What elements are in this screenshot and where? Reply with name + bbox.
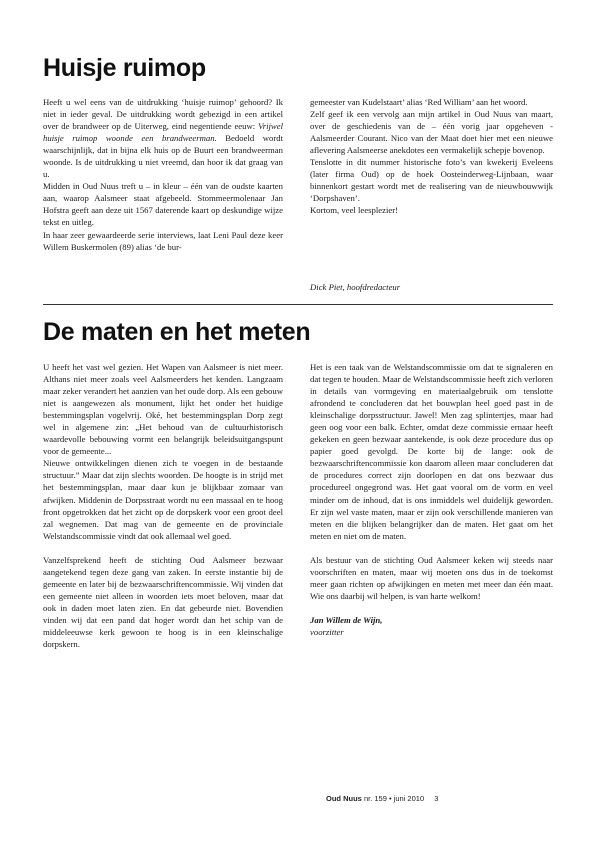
article2-signature-role: voorzitter — [310, 626, 344, 637]
footer-magazine-name: Oud Nuus — [326, 794, 362, 803]
paragraph-spacer — [43, 542, 283, 554]
paragraph-spacer — [310, 542, 553, 554]
article1-left-column — [43, 96, 283, 253]
page-footer — [326, 794, 438, 803]
article2-paragraph: Als bestuur van de stichting Oud Aalsmeer keken wij steeds naar voorschriften en maten, maar wij moeten ons dus in de toekomst meer gaan richten op afwijkingen en meten met meer dan één maat. Wie ons daarbij wil helpen, is van harte welkom! — [310, 554, 553, 601]
paragraph-spacer — [310, 602, 553, 614]
article1-quote: Vrijwel huisje ruimop woonde een brandweerman. — [43, 121, 283, 144]
article1-paragraph: gemeester van Kudelstaart’ alias ‘Red William’ aan het woord. — [310, 97, 528, 107]
article1-paragraph: Bedoeld wordt waarschijnlijk, dat in bijna elk huis op de Buurt een brandweerman woonde. Is de uitdrukking u niet vreemd, dan hoor ik dat graag van u. — [43, 133, 283, 180]
section-divider — [43, 304, 553, 305]
article1-paragraph: Midden in Oud Nuus treft u – in kleur – één van de oudste kaarten aan, waarop Aalsmeer staat afgebeeld. Stommeermolenaar Jan Hofstra geeft aan deze uit 1567 daterende kaart op deskundige wijze tekst en uitleg. — [43, 181, 283, 228]
article1-paragraph: Heeft u wel eens van de uitdrukking ‘huisje ruimop’ gehoord? Ik niet in ieder geval. De uitdrukking wordt gebezigd in een artikel over de brandweer op de Uiterweg, eind negentiende eeuw: — [43, 97, 283, 132]
article2-signature-name: Jan Willem de Wijn, — [310, 614, 383, 625]
article1-paragraph: Kortom, veel leesplezier! — [310, 205, 399, 216]
article2-right-column — [310, 361, 553, 638]
article-title-de-maten-en-het-meten: De maten en het meten — [43, 318, 311, 346]
article2-paragraph: Het is een taak van de Welstandscommissie om dat te signaleren en dat tegen te houden. Maar de Welstandscommissie heeft zich verloren in details van vormgeving en materiaalgebruik om tenslotte afrondend te concluderen dat het bouwplan heel goed past in de kleinschalige dorpsstructuur. Jawel! Men zag splintertjes, maar had geen oog voor een balk. Echter, omdat deze commissie ernaar heeft gekeken en geen bezwaar aantekende, is ook deze procedure dus op papier goed gevolgd. De korte bij de lange: ook de bezwaarschriftencommissie kon daarom alleen maar concluderen dat de procedures correct zijn doorlopen en dat ons bezwaar dus procedureel ongegrond was. Het gaat vooral om de vorm en veel minder om de inhoud, dat is ons inmiddels wel duidelijk geworden. Er zijn wel vaste maten, maar er zijn ook verschillende manieren van meten en die blijken belangrijker dan de maten. Het gaat om het meten en niet om de maten. — [310, 362, 553, 541]
article2-paragraph: U heeft het vast wel gezien. Het Wapen van Aalsmeer is niet meer. Althans niet meer zoals veel Aalsmeerders het kenden. Langzaam maar zeker verandert het aanzien van het oude dorp. Als een gebouw niet is aangewezen als monument, lijkt het onder het huidige bestemmingsplan vogelvrij. Oké, het bestemmingsplan Dorp zegt wel in algemene zin: „Het behoud van de cultuurhistorisch waardevolle bebouwing vormt een belangrijk beleidsuitgangspunt voor de gemeente... — [43, 362, 283, 457]
article1-signature: Dick Piet, hoofdredacteur — [310, 282, 401, 292]
article2-paragraph: Nieuwe ontwikkelingen dienen zich te voegen in de bestaande structuur.” Maar dat zijn slechts woorden. De hoogte is in strijd met het bestemmingsplan, maar daar kun je blijkbaar zomaar van afwijken. Middenin de Dorpsstraat wordt nu een massaal en te hoog front opgetrokken dat het zicht op de dorpskerk voor een groot deel zal wegnemen. Dat mag van de gemeente en de provinciale Welstandscommissie vindt dat ook allemaal wel goed. — [43, 458, 283, 541]
article2-paragraph: Vanzelfsprekend heeft de stichting Oud Aalsmeer bezwaar aangetekend tegen deze gang van zaken. In eerste instantie bij de gemeente en later bij de bezwaarschriftencommissie. Wij vinden dat een gemeente niet alleen in woorden iets moet beloven, maar dat ook in daden moet laten zien. En dat gebeurde niet. Bovendien vinden wij dat een pand dat hoger wordt dan het schip van de middeleeuwse kerk gewoon te hoog is in een kleinschalige dorpskern. — [43, 554, 283, 650]
article1-right-column — [310, 96, 553, 216]
article1-paragraph: Zelf geef ik een vervolg aan mijn artikel in Oud Nuus van maart, over de geschiedenis van de – één vorig jaar opgeheven - Aalsmeerder Courant. Nico van der Maat doet hier met een nieuwe aflevering Aalsmeerse anekdotes een vermakelijk schepje bovenop. — [310, 109, 553, 156]
footer-page-number: 3 — [434, 794, 439, 803]
article1-paragraph: In haar zeer gewaardeerde serie interviews, laat Leni Paul deze keer Willem Buskermolen (89) alias ‘de bur- — [43, 229, 283, 252]
footer-issue: nr. 159 • juni 2010 — [363, 794, 425, 803]
article-title-huisje-ruimop: Huisje ruimop — [43, 54, 206, 82]
article1-paragraph: Tenslotte in dit nummer historische foto’s van kwekerij Eveleens (later firma Oud) op de hoek Oosteinderweg-Lijnbaan, waar binnenkort gestart wordt met de realisering van de nieuwbouwwijk ‘Dorpshaven’. — [310, 157, 553, 204]
article2-left-column — [43, 361, 283, 650]
